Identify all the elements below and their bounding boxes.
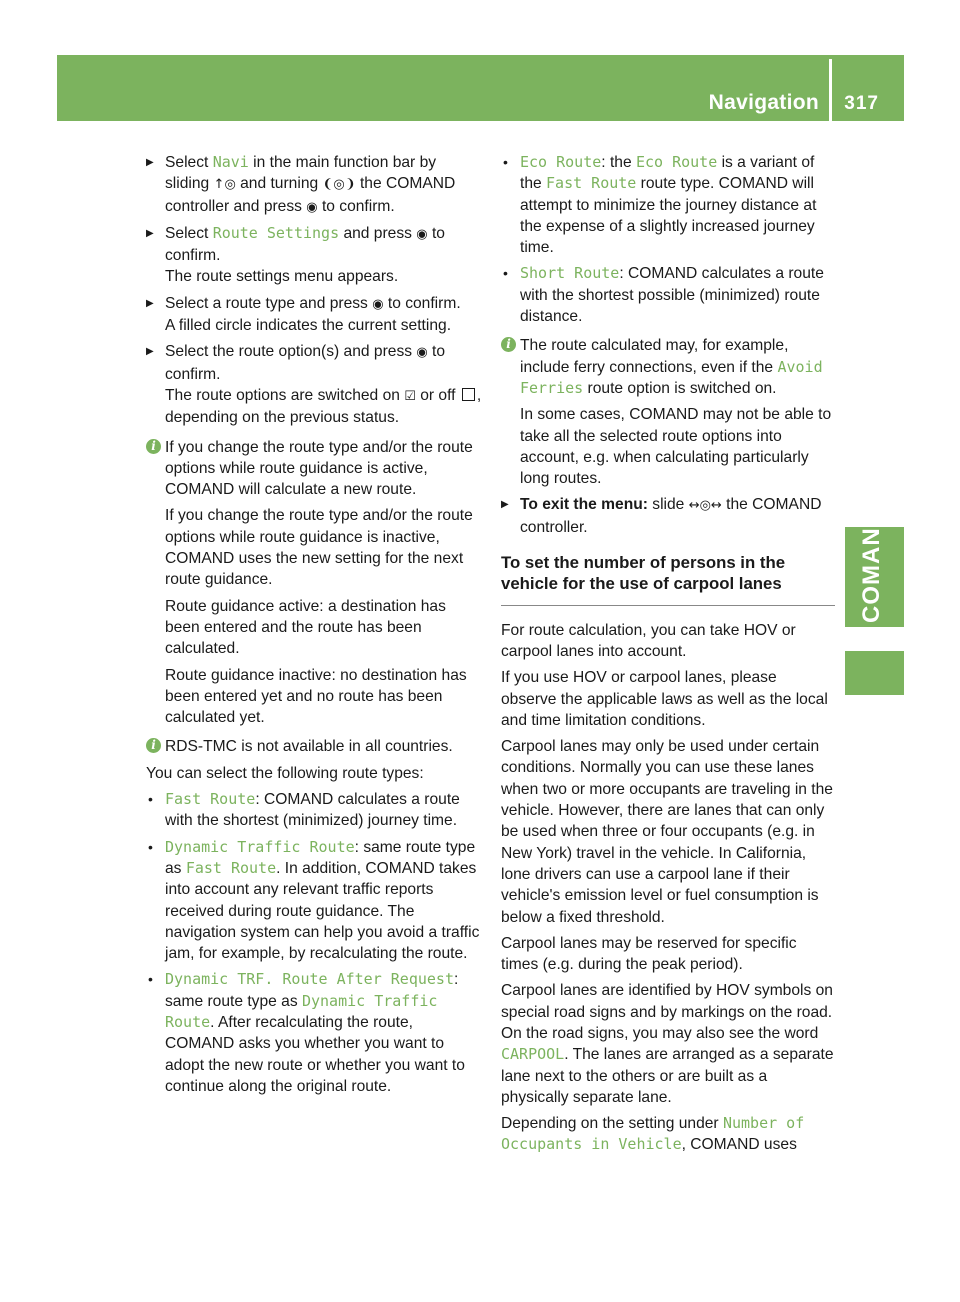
list-item: • Dynamic TRF. Route After Request: same route type as Dynamic Traffic Route. After recalculating the route, COMAND asks you whether you want to adopt the new route or whether you want to continue along the original route. <box>146 969 482 1097</box>
step-result: The route settings menu appears. <box>165 268 399 286</box>
checkbox-empty-icon <box>462 388 475 401</box>
step-result: A filled circle indicates the current setting. <box>165 317 452 335</box>
press-icon: ◉ <box>306 199 318 215</box>
slide-up-icon: ↑ <box>213 177 225 193</box>
info-note: i RDS-TMC is not available in all countries. <box>146 736 482 757</box>
info-icon: i <box>501 337 516 352</box>
right-column <box>501 152 835 1161</box>
press-icon: ◉ <box>416 345 428 361</box>
route-type-dynamic-trf-request: Dynamic TRF. Route After Request <box>165 970 454 989</box>
exit-menu-label: To exit the menu: <box>520 496 648 514</box>
instruction-step: ▶ Select a route type and press ◉ to confirm. A filled circle indicates the current setting. <box>146 293 482 337</box>
instruction-step: ▶ Select the route option(s) and press ◉ to confirm. The route options are switched on ☑ or off , depending on the previous status. <box>146 341 482 428</box>
chapter-marker <box>845 651 904 695</box>
paragraph: If you use HOV or carpool lanes, please observe the applicable laws as well as the local and time limitation conditions. <box>501 669 828 729</box>
option-avoid-ferries: Avoid Ferries <box>520 357 823 397</box>
paragraph: Carpool lanes are identified by HOV symbols on special road signs and by markings on the road. On the road signs, you may also see the word CARPOOL. The lanes are arranged as a separate lane next to the others or are built as a physically separate lane. <box>501 982 834 1106</box>
instruction-step: ▶ Select Navi in the main function bar by sliding ↑◎ and turning ❨◎❩ the COMAND controller and press ◉ to confirm. <box>146 152 482 218</box>
route-type-dynamic-traffic: Dynamic Traffic Route <box>165 837 355 856</box>
section-heading: To set the number of persons in the vehicle for the use of carpool lanes <box>501 552 835 606</box>
route-type-fast: Fast Route <box>165 790 256 809</box>
press-icon: ◉ <box>416 226 428 242</box>
paragraph: You can select the following route types: <box>146 764 424 782</box>
paragraph: For route calculation, you can take HOV or carpool lanes into account. <box>501 621 796 660</box>
list-item: • Dynamic Traffic Route: same route type as Fast Route. In addition, COMAND takes into account any relevant traffic reports received during route guidance. The navigation system can help you avoid a traffic jam, for example, by recalculating the route. <box>146 837 482 965</box>
checkbox-checked-icon: ☑ <box>404 388 416 404</box>
page-header <box>57 55 904 121</box>
section-title: Navigation <box>708 91 819 114</box>
header-separator <box>829 59 832 121</box>
info-icon: i <box>146 439 161 454</box>
option-number-of-occupants: Number of Occupants in Vehicle <box>501 1114 805 1154</box>
route-type-eco: Eco Route <box>520 153 602 171</box>
list-item: • Short Route: COMAND calculates a route with the shortest possible (minimized) route distance. <box>501 263 835 327</box>
info-note: i The route calculated may, for example, include ferry connections, even if the Avoid Ferries route option is switched on. In some cases, COMAND may not be able to take all the selected route options into account, e.g. when calculating particularly long routes. <box>501 335 835 489</box>
paragraph: Carpool lanes may only be used under certain conditions. Normally you can use these lanes when two or more occupants are traveling in the vehicle. However, there are lanes that can only be used when three or four occupants (e.g. in New York) travel in the vehicle. In California, lone drivers can use a carpool lane if their vehicle's emission level or fuel consumption is below a fixed threshold. <box>501 738 833 926</box>
carpool-label: CARPOOL <box>501 1045 565 1064</box>
page-number: 317 <box>844 93 879 114</box>
instruction-step: ▶ Select Route Settings and press ◉ to confirm. The route settings menu appears. <box>146 223 482 288</box>
paragraph: Depending on the setting under Number of Occupants in Vehicle, COMAND uses <box>501 1114 805 1154</box>
left-column <box>146 152 482 1102</box>
list-item: • Fast Route: COMAND calculates a route with the shortest (minimized) journey time. <box>146 789 482 832</box>
chapter-tab-label: COMAND <box>858 509 885 623</box>
instruction-step: ▶ To exit the menu: slide ↔◎↔ the COMAND controller. <box>501 494 835 538</box>
menu-item-route-settings: Route Settings <box>212 223 340 242</box>
turn-controller-icon: ❨◎❩ <box>322 177 356 193</box>
press-icon: ◉ <box>372 296 384 312</box>
paragraph: Carpool lanes may be reserved for specific times (e.g. during the peak period). <box>501 934 797 974</box>
route-type-short: Short Route <box>520 264 620 283</box>
controller-icon: ◎ <box>224 177 236 193</box>
menu-item-navi: Navi <box>212 153 249 171</box>
info-icon: i <box>146 738 161 753</box>
list-item: • Eco Route: the Eco Route is a variant of the Fast Route route type. COMAND will attempt to minimize the journey distance at the expense of a slightly increased journey time. <box>501 152 835 258</box>
slide-left-right-icon: ↔◎↔ <box>688 498 722 514</box>
info-note: i If you change the route type and/or the route options while route guidance is active, COMAND will calculate a new route. If you change the route type and/or the route options while route guidance is inactive, COMAND uses the new setting for the next route guidance. Route guidance active: a destination has been entered and the route has been calculated. Route guidance inactive: no destination has been entered yet and no route has been calculated yet. <box>146 437 482 729</box>
